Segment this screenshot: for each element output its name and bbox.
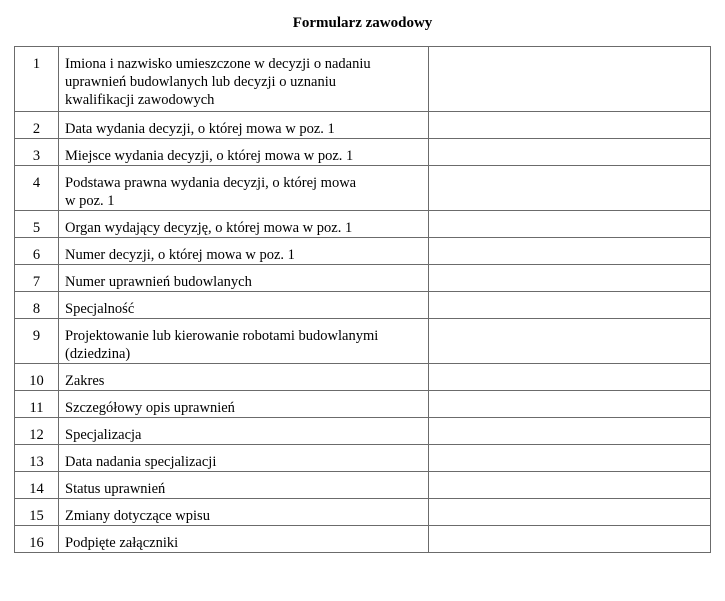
row-number: 1 xyxy=(15,47,59,112)
row-number: 10 xyxy=(15,364,59,391)
form-table-body xyxy=(15,47,711,553)
row-number: 16 xyxy=(15,526,59,553)
row-number: 9 xyxy=(15,319,59,364)
row-label-line: Numer decyzji, o której mowa w poz. 1 xyxy=(65,247,295,263)
table-row xyxy=(15,526,711,553)
table-row xyxy=(15,418,711,445)
row-label xyxy=(59,139,429,166)
row-value-cell[interactable] xyxy=(429,526,711,553)
row-value-cell[interactable] xyxy=(429,47,711,112)
table-row xyxy=(15,47,711,112)
row-label xyxy=(59,364,429,391)
row-label-line: Numer uprawnień budowlanych xyxy=(65,274,252,290)
row-label xyxy=(59,47,429,112)
table-row xyxy=(15,364,711,391)
row-label-line: Data nadania specjalizacji xyxy=(65,454,217,470)
row-number: 2 xyxy=(15,112,59,139)
row-number: 15 xyxy=(15,499,59,526)
row-number: 3 xyxy=(15,139,59,166)
row-number: 7 xyxy=(15,265,59,292)
row-label xyxy=(59,499,429,526)
row-value-cell[interactable] xyxy=(429,112,711,139)
row-label xyxy=(59,166,429,211)
row-number: 4 xyxy=(15,166,59,211)
row-number: 5 xyxy=(15,211,59,238)
row-value-cell[interactable] xyxy=(429,445,711,472)
row-label-line: Miejsce wydania decyzji, o której mowa w poz. 1 xyxy=(65,148,354,164)
table-row xyxy=(15,211,711,238)
row-number: 14 xyxy=(15,472,59,499)
row-label xyxy=(59,112,429,139)
table-row xyxy=(15,112,711,139)
row-label-line: Specjalizacja xyxy=(65,427,142,443)
row-number: 11 xyxy=(15,391,59,418)
row-value-cell[interactable] xyxy=(429,211,711,238)
row-value-cell[interactable] xyxy=(429,418,711,445)
table-row xyxy=(15,391,711,418)
table-row xyxy=(15,499,711,526)
page-title: Formularz zawodowy xyxy=(292,15,433,31)
row-label xyxy=(59,445,429,472)
table-row xyxy=(15,472,711,499)
row-number: 13 xyxy=(15,445,59,472)
row-label-line: Imiona i nazwisko umieszczone w decyzji o nadaniu xyxy=(65,56,371,72)
row-label-line: Zakres xyxy=(65,373,105,389)
row-label-line: kwalifikacji zawodowych xyxy=(65,92,215,108)
table-row xyxy=(15,319,711,364)
row-label xyxy=(59,418,429,445)
row-label-line: uprawnień budowlanych lub decyzji o uznaniu xyxy=(65,74,336,90)
row-label xyxy=(59,472,429,499)
row-label-line: Organ wydający decyzję, o której mowa w poz. 1 xyxy=(65,220,353,236)
row-value-cell[interactable] xyxy=(429,499,711,526)
row-label-line: Specjalność xyxy=(65,301,135,317)
row-label xyxy=(59,265,429,292)
row-value-cell[interactable] xyxy=(429,472,711,499)
row-label-line: Status uprawnień xyxy=(65,481,166,497)
row-label-line: Podpięte załączniki xyxy=(65,535,179,551)
row-label-line: w poz. 1 xyxy=(65,193,115,209)
row-value-cell[interactable] xyxy=(429,265,711,292)
row-number: 12 xyxy=(15,418,59,445)
row-label-line: (dziedzina) xyxy=(65,346,131,362)
row-number: 8 xyxy=(15,292,59,319)
table-row xyxy=(15,238,711,265)
row-value-cell[interactable] xyxy=(429,238,711,265)
row-value-cell[interactable] xyxy=(429,391,711,418)
row-label xyxy=(59,391,429,418)
table-row xyxy=(15,265,711,292)
table-row xyxy=(15,292,711,319)
row-value-cell[interactable] xyxy=(429,319,711,364)
form-table xyxy=(14,46,711,553)
row-label-line: Projektowanie lub kierowanie robotami budowlanymi xyxy=(65,328,379,344)
row-value-cell[interactable] xyxy=(429,364,711,391)
row-label-line: Zmiany dotyczące wpisu xyxy=(65,508,210,524)
row-value-cell[interactable] xyxy=(429,292,711,319)
row-label-line: Data wydania decyzji, o której mowa w poz. 1 xyxy=(65,121,335,137)
row-label-line: Szczegółowy opis uprawnień xyxy=(65,400,235,416)
table-row xyxy=(15,445,711,472)
row-label xyxy=(59,238,429,265)
row-label xyxy=(59,211,429,238)
row-value-cell[interactable] xyxy=(429,139,711,166)
row-label xyxy=(59,526,429,553)
table-row xyxy=(15,166,711,211)
row-value-cell[interactable] xyxy=(429,166,711,211)
table-row xyxy=(15,139,711,166)
row-label xyxy=(59,292,429,319)
row-label xyxy=(59,319,429,364)
row-label-line: Podstawa prawna wydania decyzji, o której mowa xyxy=(65,175,357,191)
row-number: 6 xyxy=(15,238,59,265)
